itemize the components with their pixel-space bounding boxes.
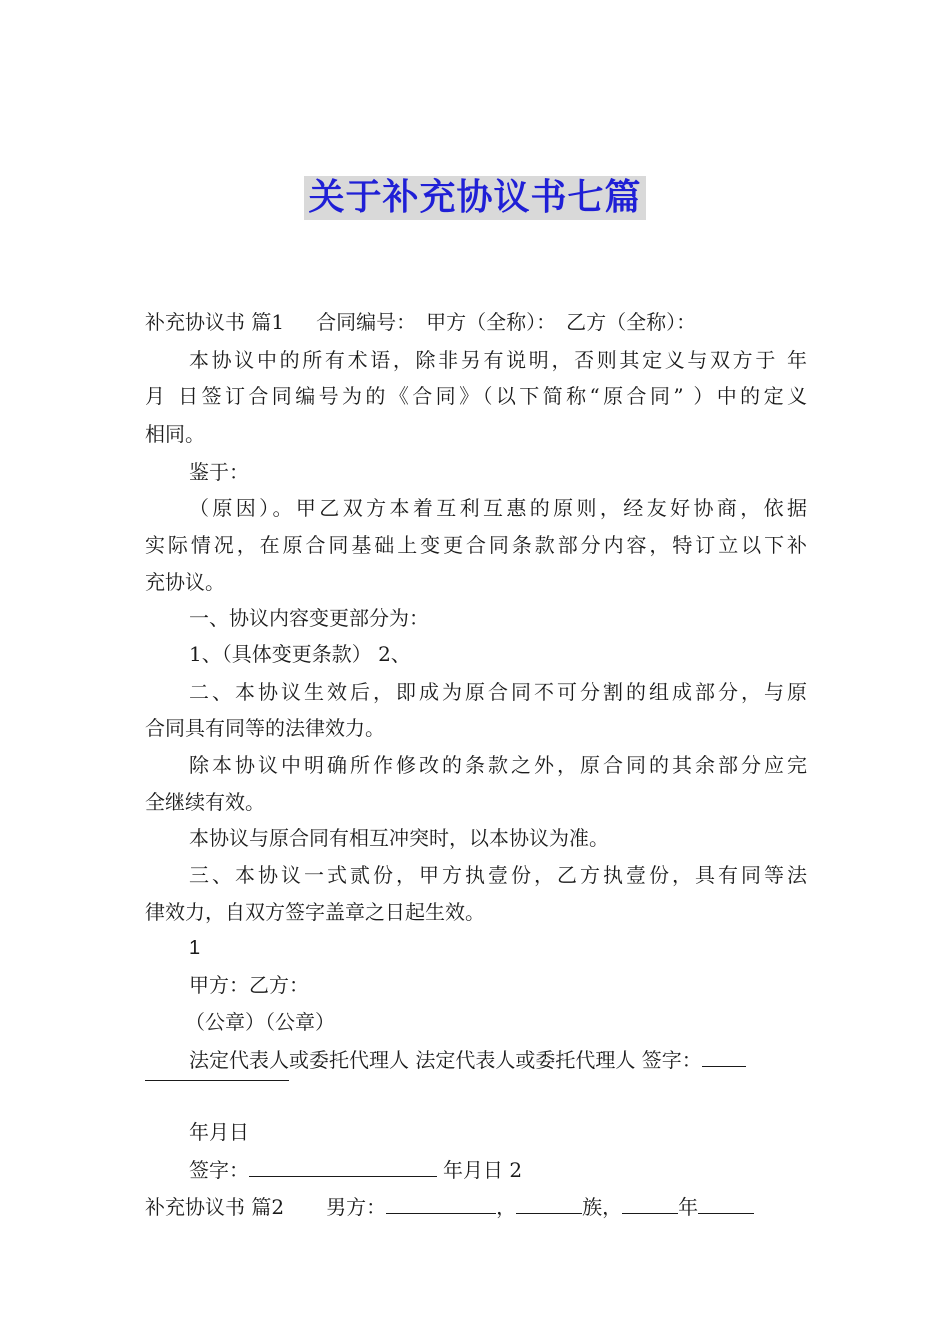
whereas-label: 鉴于：: [189, 460, 249, 484]
party-a-label: 甲方（全称）：: [426, 310, 557, 334]
clause-rest-line-1: 除本协议中明确所作修改的条款之外，原合同的其余部分应完: [189, 753, 807, 777]
reason-line-2: 实际情况，在原合同基础上变更合同条款部分内容，特订立以下补: [145, 533, 807, 557]
date-label-2: 年月日 2: [443, 1158, 523, 1182]
month-blank: [698, 1191, 754, 1214]
section2-heading: 补充协议书 篇2: [145, 1195, 285, 1219]
seals-line: （公章）（公章）: [185, 1010, 335, 1034]
reason-line-3: 充协议。: [145, 570, 225, 594]
year-label: 年: [678, 1195, 699, 1219]
clause-rest-line-2: 全继续有效。: [145, 790, 265, 814]
page-number: 1: [189, 937, 201, 959]
parties-line: 甲方：乙方：: [189, 973, 309, 997]
ethnic-blank: [516, 1191, 582, 1214]
comma-1: ，: [496, 1195, 517, 1219]
section1-heading: 补充协议书 篇1: [145, 310, 285, 334]
section2-header: [145, 1191, 807, 1221]
reason-line-1: （原因）。甲乙双方本着互利互惠的原则，经友好协商，依据: [189, 496, 807, 520]
conflict-clause: 本协议与原合同有相互冲突时，以本协议为准。: [189, 826, 609, 850]
clause2-line-2: 合同具有同等的法律效力。: [145, 716, 385, 740]
male-label: 男方：: [326, 1195, 387, 1219]
signature-blank-2: [145, 1058, 289, 1081]
terms-line-1: 本协议中的所有术语，除非另有说明，否则其定义与双方于 年: [189, 348, 807, 372]
terms-line-3: 相同。: [145, 422, 205, 446]
year-blank: [622, 1191, 678, 1214]
ethnic-label: 族，: [582, 1195, 623, 1219]
terms-line-2: 月 日签订合同编号为的《合同》（以下简称“原合同” ）中的定义: [145, 384, 807, 408]
date-line-1: 年月日: [189, 1120, 249, 1144]
document-title: 关于补充协议书七篇: [304, 176, 645, 220]
signature-blank-3: [249, 1154, 437, 1177]
clause1-items: 1、（具体变更条款） 2、: [189, 642, 411, 666]
signature-continuation: [145, 1058, 807, 1088]
legal-rep-text: 法定代表人或委托代理人 法定代表人或委托代理人 签字：: [189, 1048, 702, 1072]
contract-no-label: 合同编号：: [316, 310, 417, 334]
sign-label: 签字：: [189, 1158, 249, 1182]
clause1-title: 一、协议内容变更部分为：: [189, 606, 429, 630]
party-b-label: 乙方（全称）：: [566, 310, 697, 334]
clause3-line-2: 律效力，自双方签字盖章之日起生效。: [145, 900, 485, 924]
clause3-line-1: 三、本协议一式贰份，甲方执壹份，乙方执壹份，具有同等法: [189, 863, 807, 887]
male-name-blank: [386, 1191, 496, 1214]
sign-date-line: [189, 1154, 807, 1184]
clause2-line-1: 二、本协议生效后，即成为原合同不可分割的组成部分，与原: [189, 680, 807, 704]
title-container: [0, 176, 950, 220]
section1-header: [145, 308, 807, 336]
